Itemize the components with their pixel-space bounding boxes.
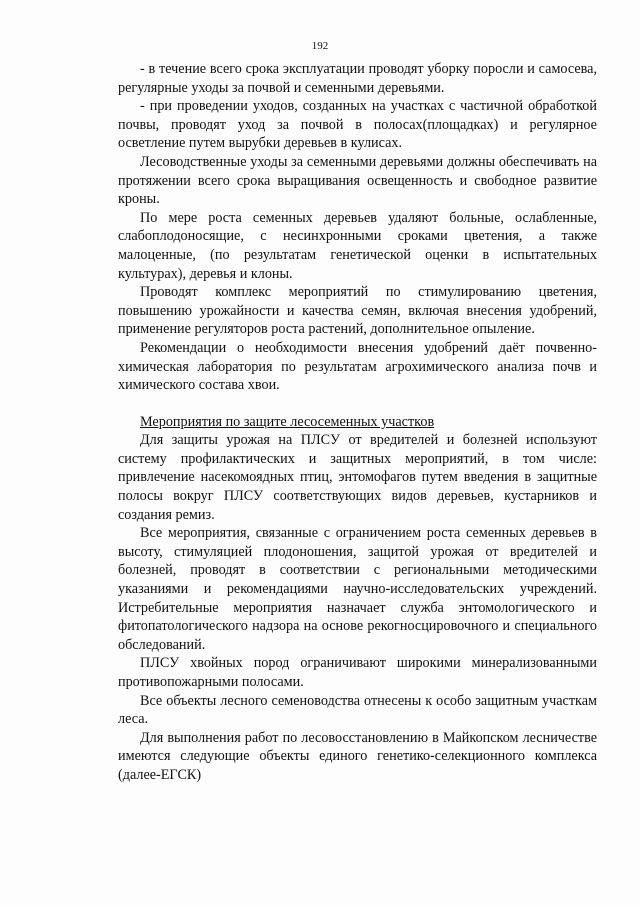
paragraph-protected-areas: Все объекты лесного семеноводства отнесены к особо защитным участкам леса. bbox=[118, 692, 597, 728]
page-number: 192 bbox=[311, 40, 329, 52]
paragraph-fertilizer-recommendations: Рекомендации о необходимости внесения удобрений даёт почвенно-химическая лаборатория по результатам агрохимического анализа почв и химического состава хвои. bbox=[118, 339, 597, 394]
section-heading-protection: Мероприятия по защите лесосеменных участков bbox=[140, 413, 435, 430]
document-body bbox=[118, 60, 597, 785]
paragraph-cleanup-care: - в течение всего срока эксплуатации проводят уборку поросли и самосева, регулярные уходы за почвой и семенными деревьями. bbox=[118, 61, 597, 96]
paragraph-regulatory-measures: Все мероприятия, связанные с ограничением роста семенных деревьев в высоту, стимуляцией плодоношения, защитой урожая от вредителей и болезней, проводят в соответствии с региональными методическими указаниями и рекомендациями научно-исследовательских учреждений. Истребительные мероприятия назначает служба энтомологического и фитопатологического надзора на основе рекогносцировочного и специального обследований. bbox=[118, 525, 597, 653]
paragraph-pest-protection: Для защиты урожая на ПЛСУ от вредителей и болезней используют систему профилактических и защитных мероприятий, в том числе: привлечение насекомоядных птиц, энтомофагов путем введения в защитные полосы вокруг ПЛСУ соответствующих видов деревьев, кустарников и создания ремиз. bbox=[118, 432, 597, 523]
paragraph-tree-removal: По мере роста семенных деревьев удаляют больные, ослабленные, слабоплодоносящие, с несинхронными сроками цветения, а также малоценные, (по результатам генетической оценки в испытательных культурах), деревья и клоны. bbox=[118, 209, 597, 282]
paragraph-fire-strips: ПЛСУ хвойных пород ограничивают широкими минерализованными противопожарными полосами. bbox=[118, 655, 597, 690]
paragraph-egsk-objects: Для выполнения работ по лесовосстановлению в Майкопском лесничестве имеются следующие объекты единого генетико-селекционного комплекса (далее-ЕГСК) bbox=[118, 729, 597, 783]
paragraph-partial-tillage-care: - при проведении уходов, созданных на участках с частичной обработкой почвы, проводят уход за почвой в полосах(площадках) и регулярное осветление путем вырубки деревьев в кулисах. bbox=[118, 98, 597, 152]
paragraph-silvicultural-care: Лесоводственные уходы за семенными деревьями должны обеспечивать на протяжении всего срока выращивания освещенность и свободное развитие кроны. bbox=[118, 153, 597, 208]
paragraph-flowering-stimulation: Проводят комплекс мероприятий по стимулированию цветения, повышению урожайности и качества семян, включая внесения удобрений, применение регуляторов роста растений, дополнительное опыление. bbox=[118, 284, 597, 338]
